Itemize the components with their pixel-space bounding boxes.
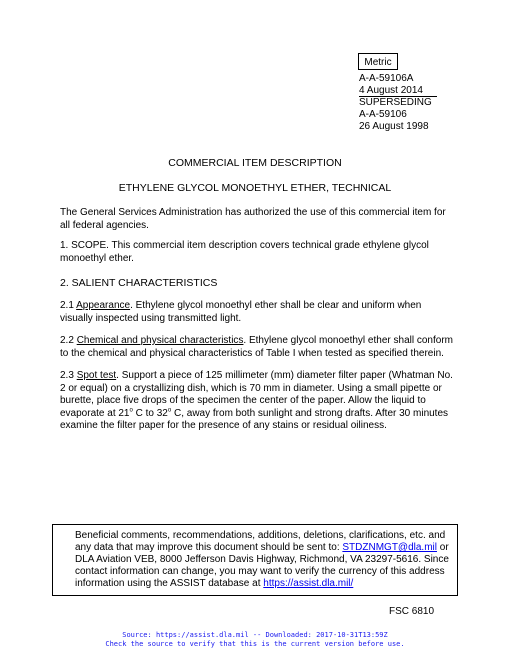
assist-link[interactable]: https://assist.dla.mil/ [263, 578, 354, 589]
section-2-3-text-a: . Support a piece of 125 millimeter (mm) diameter filter paper (Whatman No. 2 or equal) on a crystallizing dish, which is 70 mm in diameter. Using a small pipette or burette, place five drops of the specimen the center of the paper. Allow the liquid to evaporate at 21 [60, 370, 453, 419]
salient-heading: 2. SALIENT CHARACTERISTICS [60, 277, 218, 289]
source-line: Source: https://assist.dla.mil -- Downloaded: 2017-10-31T13:59Z [122, 631, 388, 639]
section-2-3-number: 2.3 [60, 370, 77, 381]
section-2-1-text: . Ethylene glycol monoethyl ether shall be clear and uniform when visually inspected using transmitted light. [60, 300, 422, 324]
document-subtitle: ETHYLENE GLYCOL MONOETHYL ETHER, TECHNICAL [118, 182, 392, 194]
section-2-3-text-b: C to 32 [132, 407, 168, 419]
degree-mark: o [129, 407, 133, 414]
superseding-label: SUPERSEDING [359, 97, 432, 108]
verify-line: Check the source to verify that this is the current version before use. [105, 640, 405, 648]
degree-mark: o [167, 407, 172, 414]
intro-paragraph: The General Services Administration has authorized the use of this commercial item for all federal agencies. [60, 207, 446, 231]
notice-text-a: Beneficial comments, recommendations, additions, deletions, clarifications, etc. and any data that may improve this document should be sent to: [75, 530, 446, 553]
section-2-2-text: . Ethylene glycol monoethyl ether shall conform to the chemical and physical characteristics of Table I when tested as specified therein. [60, 335, 453, 359]
document-number: A-A-59106A [359, 73, 414, 84]
document-date [359, 85, 437, 97]
document-date-text: 4 August 2014 [359, 85, 437, 97]
section-2-3-title: Spot test [76, 370, 117, 381]
section-2-3 [60, 370, 455, 433]
section-2-1-title: Appearance [76, 300, 131, 311]
notice-text-b: or DLA Aviation VEB, 8000 Jefferson Davis Highway, Richmond, VA 23297-5616. Since contact information can change, you may want to verify the currency of this address information using the ASSIST database at [75, 542, 449, 589]
comments-notice-text [75, 530, 455, 590]
section-2-1-number: 2.1 [60, 300, 77, 311]
email-link[interactable]: STDZNMGT@dla.mil [342, 542, 437, 553]
section-2-2 [60, 335, 455, 360]
section-2-2-number: 2.2 [60, 335, 77, 346]
section-2-3-text-c: C, away from both sunlight and strong drafts. After 30 minutes examine the filter paper for the presence of any stains or residual oiliness. [60, 407, 449, 431]
document-title: COMMERCIAL ITEM DESCRIPTION [168, 157, 342, 169]
fsc-code: FSC 6810 [389, 606, 435, 617]
superseded-number: A-A-59106 [359, 109, 407, 120]
scope-paragraph: 1. SCOPE. This commercial item description covers technical grade ethylene glycol monoethyl ether. [60, 240, 429, 264]
section-2-2-title: Chemical and physical characteristics [76, 335, 244, 346]
section-2-1 [60, 300, 455, 325]
superseded-date: 26 August 1998 [359, 121, 429, 132]
metric-label: Metric [358, 53, 398, 70]
